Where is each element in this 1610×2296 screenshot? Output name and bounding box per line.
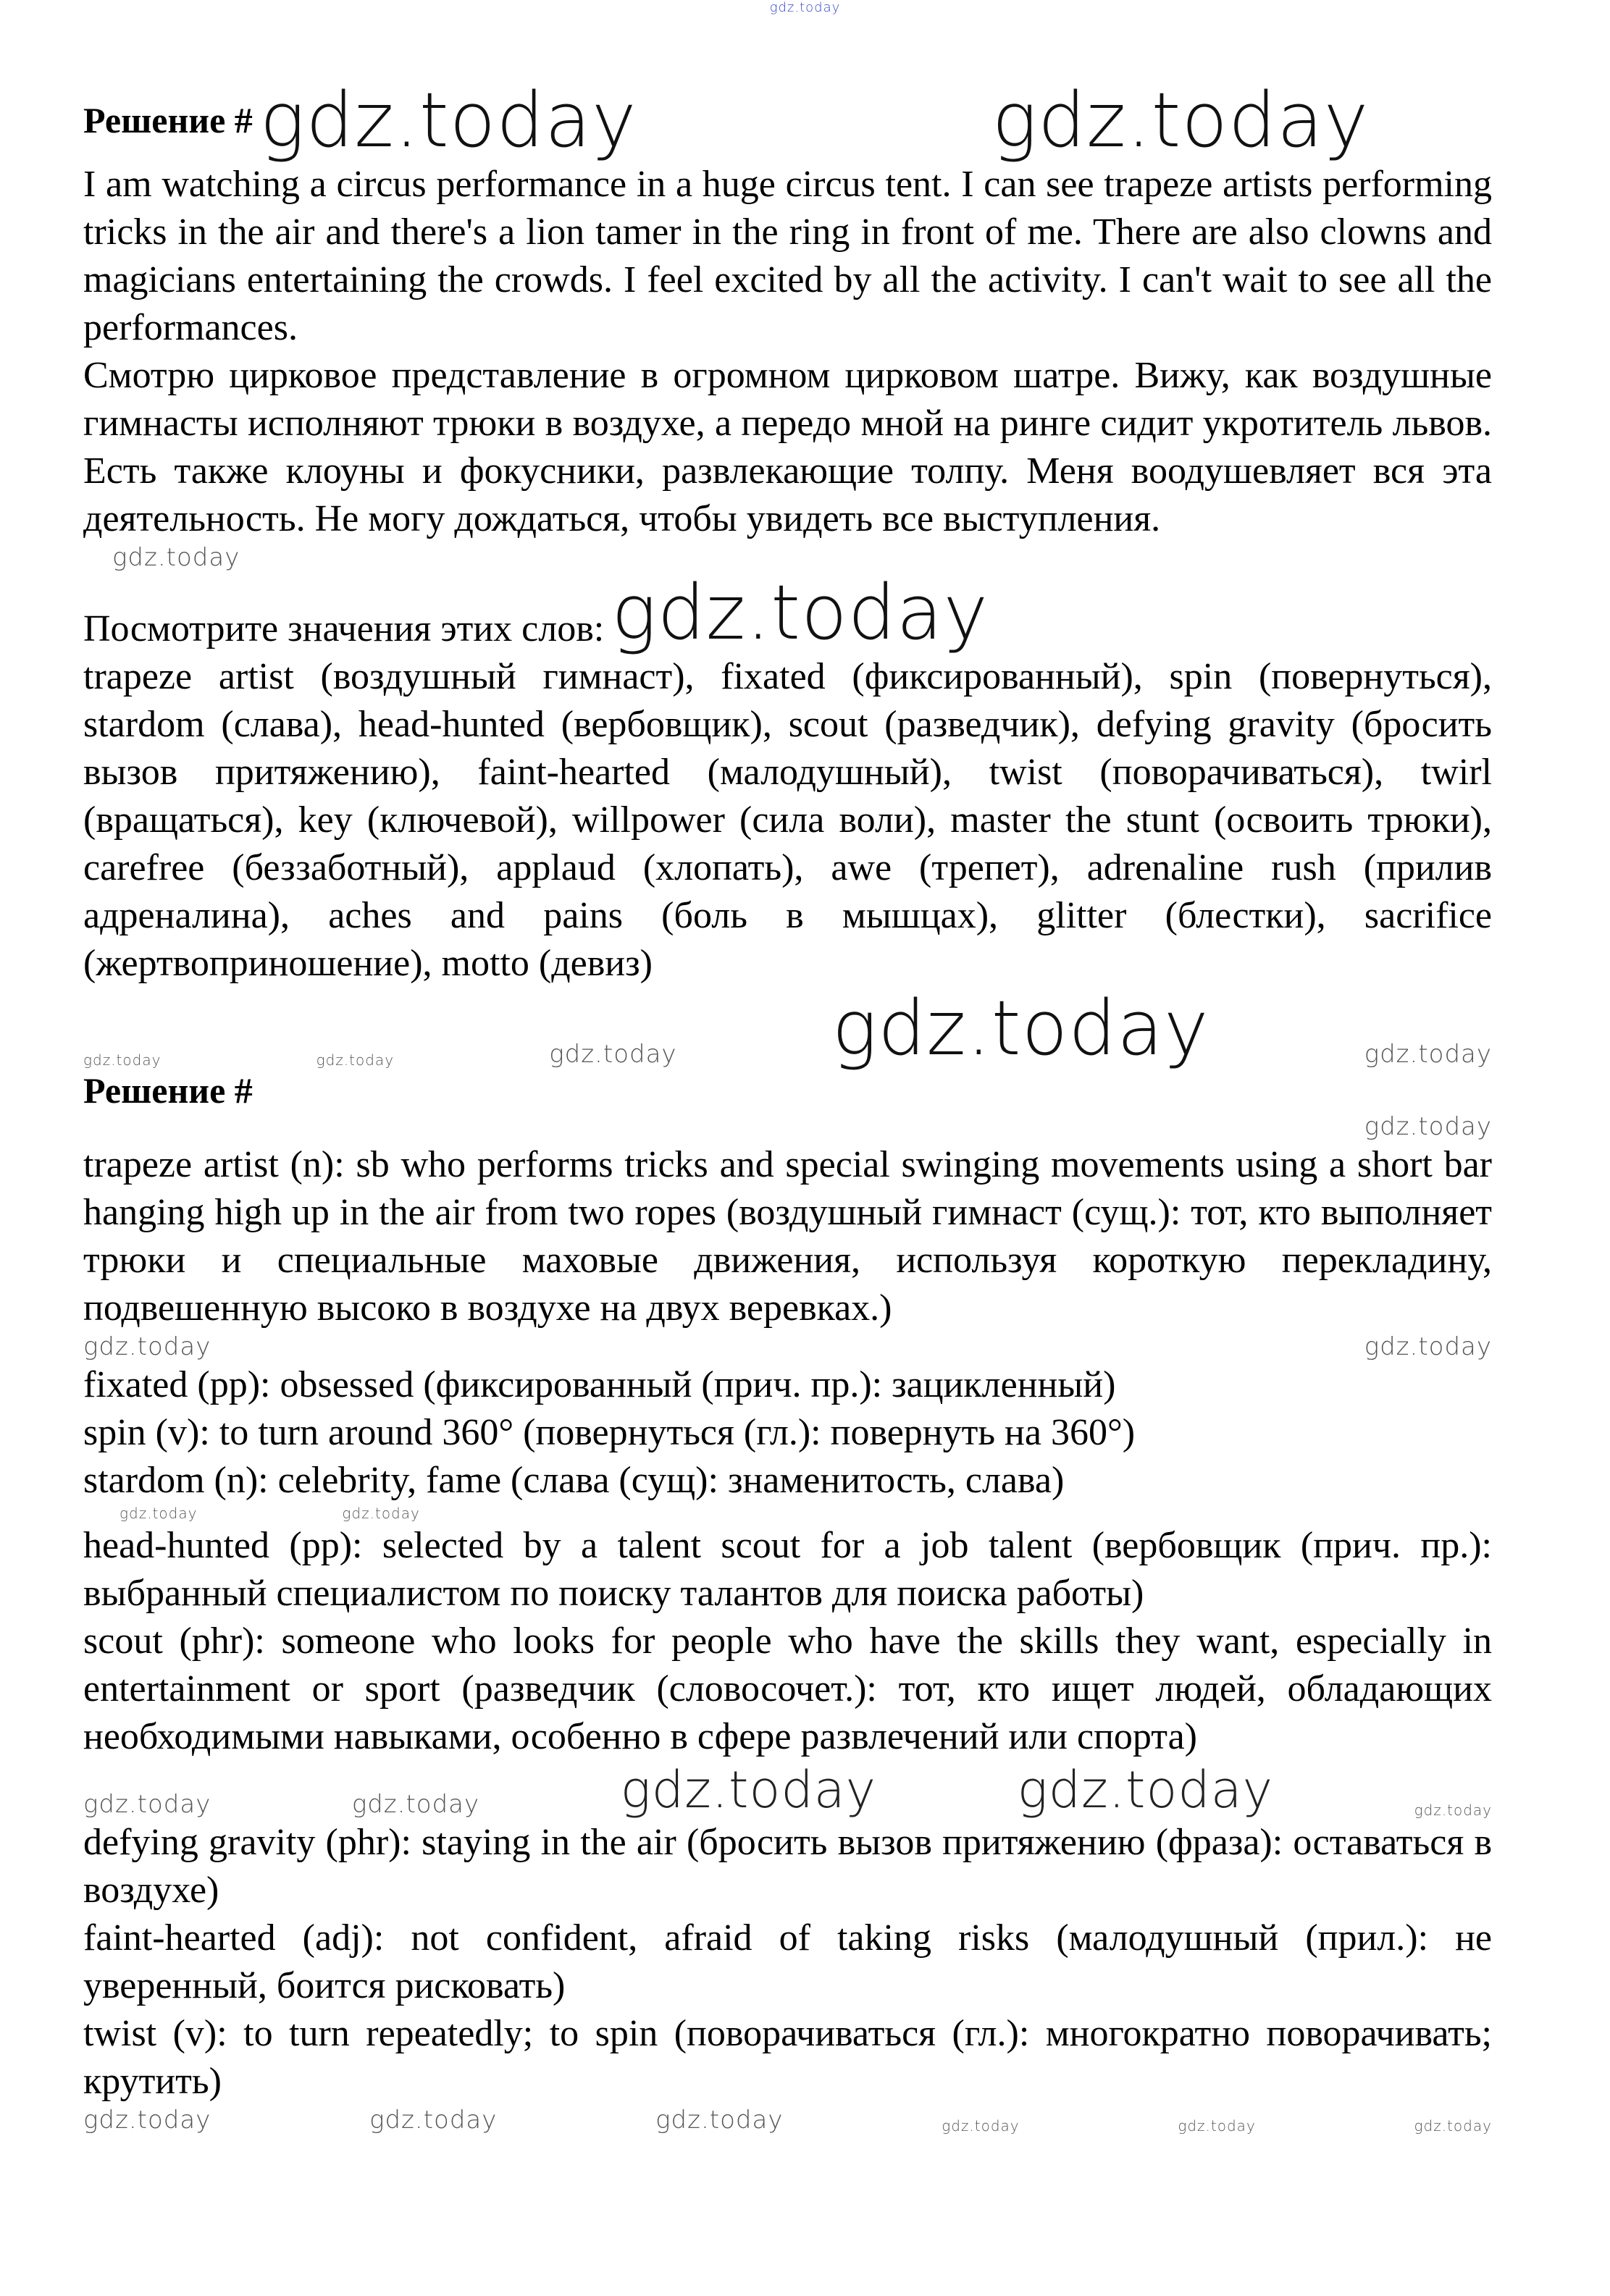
watermark: gdz.today: [342, 1505, 420, 1522]
definition-item: fixated (pp): obsessed (фиксированный (прич. пр.): зацикленный): [83, 1364, 1116, 1405]
definitions-block: [83, 1141, 1492, 2135]
paragraph-english: I am watching a circus performance in a huge circus tent. I can see trapeze artists performing tricks in the air and there's a lion tamer in the ring in front of me. There are also clowns and magicians entertaining the crowds. I feel excited by all the activity. I can't wait to see all the performances.: [83, 164, 1492, 348]
definition-item: spin (v): to turn around 360° (повернуться (гл.): повернуть на 360°): [83, 1412, 1136, 1453]
watermark: gdz.today: [769, 0, 841, 15]
definition-item: defying gravity (phr): staying in the air (бросить вызов притяжению (фраза): оставаться в воздухе): [83, 1822, 1492, 1911]
heading-row: [83, 76, 1492, 164]
watermark: gdz.today: [611, 568, 989, 657]
definition-item: scout (phr): someone who looks for people who have the skills they want, especially in entertainment or sport (разведчик (словосочет.): тот, кто ищет людей, обладающих необходимыми навыками, особенно в сфере развлечений или спорта): [83, 1620, 1492, 1757]
watermark: gdz.today: [316, 1051, 395, 1069]
watermark: gdz.today: [1364, 1040, 1492, 1069]
words-title: Посмотрите значения этих слов:: [83, 608, 605, 649]
watermark: gdz.today: [351, 1790, 480, 1819]
watermark: gdz.today: [991, 76, 1370, 164]
watermark: gdz.today: [549, 1040, 677, 1069]
text-block: [83, 161, 1492, 543]
definition-item: head-hunted (pp): selected by a talent scout for a job talent (вербовщик (прич. пр.): выбранный специалистом по поиску талантов для поиска работы): [83, 1525, 1492, 1614]
words-title-row: [83, 568, 1492, 657]
section-heading: Решение #: [83, 100, 253, 140]
watermark: gdz.today: [655, 2106, 784, 2135]
watermark: gdz.today: [83, 2106, 211, 2135]
watermark: gdz.today: [83, 1051, 162, 1069]
watermark: gdz.today: [112, 543, 240, 572]
watermark: gdz.today: [83, 1790, 211, 1819]
watermark: gdz.today: [1414, 1801, 1492, 1819]
watermark: gdz.today: [1364, 1332, 1492, 1361]
watermark-row: [83, 984, 1492, 1072]
watermark: gdz.today: [259, 76, 637, 164]
words-list: trapeze artist (воздушный гимнаст), fixated (фиксированный), spin (повернуться), stardom (слава), head-hunted (вербовщик), scout (разведчик), defying gravity (бросить вызов притяжению), faint-hearted (малодушный), twist (поворачиваться), twirl (вращаться), key (ключевой), willpower (сила воли), master the stunt (освоить трюки), carefree (беззаботный), applaud (хлопать), awe (трепет), adrenaline rush (прилив адреналина), aches and pains (боль в мышцах), glitter (блестки), sacrifice (жертвоприношение), motto (девиз): [83, 656, 1492, 984]
watermark: gdz.today: [1414, 2117, 1492, 2135]
section-heading: Решение #: [83, 1070, 253, 1111]
watermark: gdz.today: [942, 2117, 1020, 2135]
watermark: gdz.today: [83, 1332, 211, 1361]
definition-item: twist (v): to turn repeatedly; to spin (поворачиваться (гл.): многократно поворачивать; крутить): [83, 2013, 1492, 2102]
paragraph-russian: Смотрю цирковое представление в огромном цирковом шатре. Вижу, как воздушные гимнасты исполняют трюки в воздухе, а передо мной на ринге сидит укротитель львов. Есть также клоуны и фокусники, развлекающие толпу. Меня воодушевляет вся эта деятельность. Не могу дождаться, чтобы увидеть все выступления.: [83, 355, 1492, 539]
definition-item: trapeze artist (n): sb who performs tricks and special swinging movements using a short bar hanging high up in the air from two ropes (воздушный гимнаст (сущ.): тот, кто выполняет трюки и специальные маховые движения, используя короткую перекладину, подвешенную высоко в воздухе на двух веревках.): [83, 1144, 1492, 1329]
words-block: [83, 653, 1492, 988]
watermark: gdz.today: [369, 2106, 498, 2135]
definition-item: faint-hearted (adj): not confident, afraid of taking risks (малодушный (прил.): не уверенный, боится рисковать): [83, 1917, 1492, 2006]
watermark: gdz.today: [1364, 1112, 1492, 1141]
watermark: gdz.today: [120, 1505, 198, 1522]
watermark: gdz.today: [1017, 1760, 1274, 1820]
watermark: gdz.today: [620, 1760, 877, 1820]
watermark: gdz.today: [831, 984, 1209, 1072]
watermark: gdz.today: [1178, 2117, 1256, 2135]
definition-item: stardom (n): celebrity, fame (слава (сущ): знаменитость, слава): [83, 1460, 1065, 1501]
